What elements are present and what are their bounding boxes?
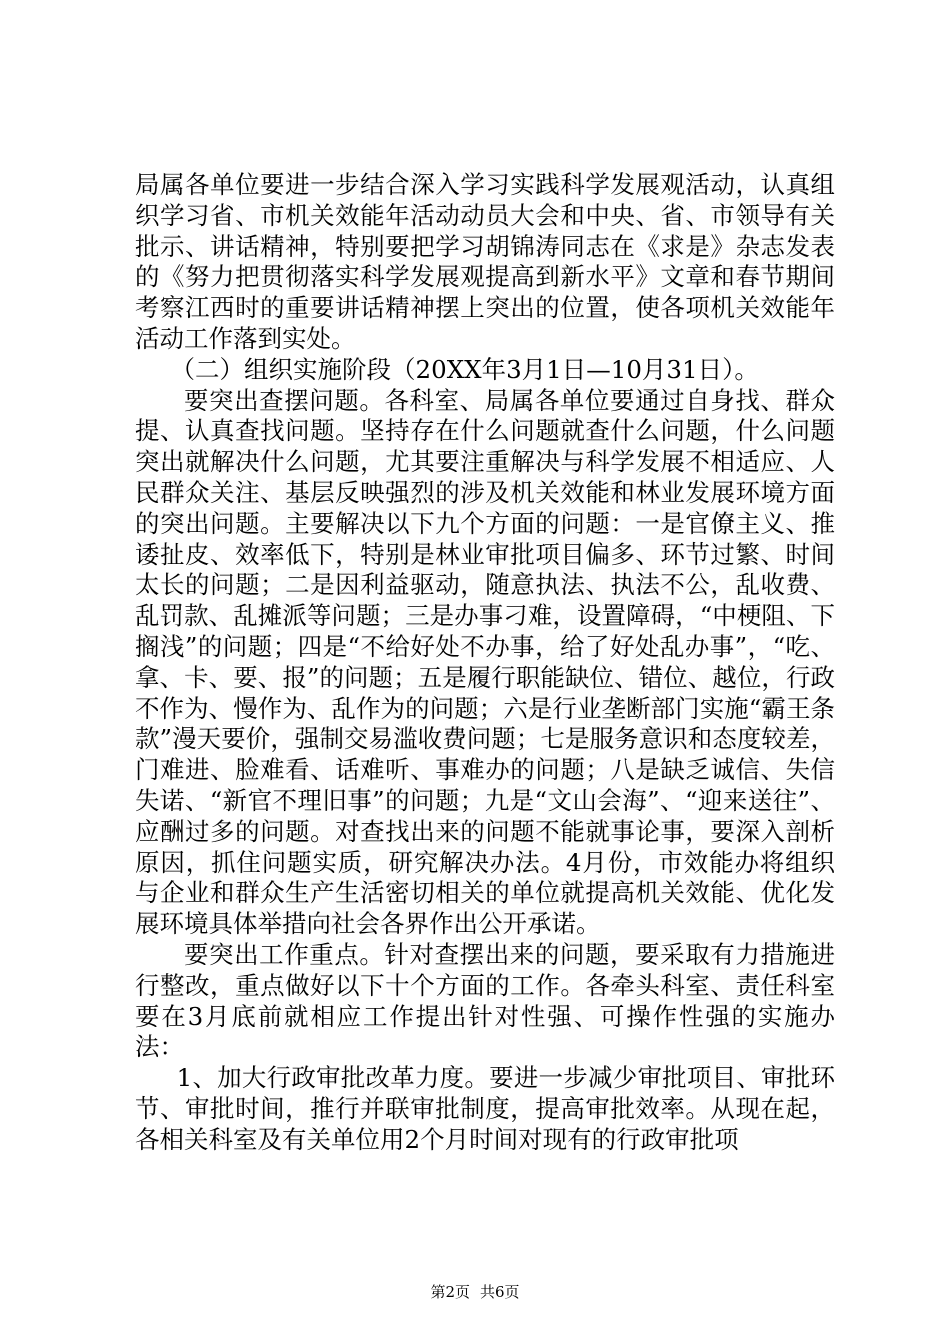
paragraph-key-work: 要突出工作重点。针对查摆出来的问题，要采取有力措施进行整改，重点做好以下十个方面的工作。各牵头科室、责任科室要在3月底前就相应工作提出针对性强、可操作性强的实施办法： [135,939,835,1062]
page-total: 共6页 [480,1283,520,1301]
paragraph-stage-heading: （二）组织实施阶段（20XX年3月1日—10月31日）。 [170,354,759,384]
page-number: 第2页 [430,1283,470,1301]
paragraph-problems: 要突出查摆问题。各科室、局属各单位要通过自身找、群众提、认真查找问题。坚持存在什么问题就查什么问题，什么问题突出就解决什么问题，尤其要注重解决与科学发展不相适应、人民群众关注、基层反映强烈的涉及机关效能和林业发展环境方面的突出问题。主要解决以下九个方面的问题：一是官僚主义、推诿扯皮、效率低下，特别是林业审批项目偏多、环节过繁、时间太长的问题；二是因利益驱动，随意执法、执法不公，乱收费、乱罚款、乱摊派等问题；三是办事刁难，设置障碍，“中梗阻、下搁浅”的问题；四是“不给好处不办事，给了好处乱办事”，“吃、拿、卡、要、报”的问题；五是履行职能缺位、错位、越位，行政不作为、慢作为、乱作为的问题；六是行业垄断部门实施“霸王条款”漫天要价，强制交易滥收费问题；七是服务意识和态度较差，门难进、脸难看、话难听、事难办的问题；八是缺乏诚信、失信失诺、“新官不理旧事”的问题；九是“文山会海”、“迎来送往”、应酬过多的问题。对查找出来的问题不能就事论事，要深入剖析原因，抓住问题实质，研究解决办法。4月份，市效能办将组织与企业和群众生产生活密切相关的单位就提高机关效能、优化发展环境具体举措向社会各界作出公开承诺。 [135,385,835,939]
page-footer [0,1282,950,1302]
paragraph-item-1: 1、加大行政审批改革力度。要进一步减少审批项目、审批环节、审批时间，推行并联审批制度，提高审批效率。从现在起，各相关科室及有关单位用2个月时间对现有的行政审批项 [135,1063,835,1154]
document-body [135,170,835,1156]
paragraph-study-continuation: 局属各单位要进一步结合深入学习实践科学发展观活动，认真组织学习省、市机关效能年活动动员大会和中央、省、市领导有关批示、讲话精神，特别要把学习胡锦涛同志在《求是》杂志发表的《努力把贯彻落实科学发展观提高到新水平》文章和春节期间考察江西时的重要讲话精神摆上突出的位置，使各项机关效能年活动工作落到实处。 [135,170,835,353]
